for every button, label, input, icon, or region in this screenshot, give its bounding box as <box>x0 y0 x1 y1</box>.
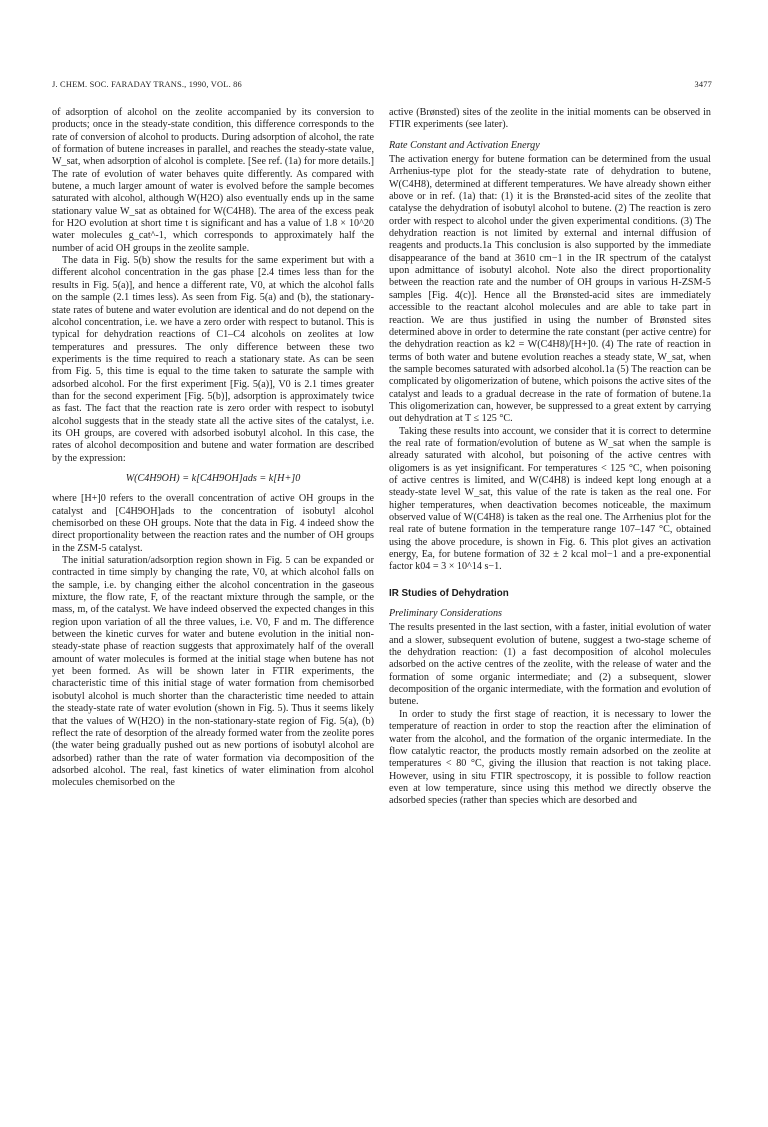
subsection-heading: Preliminary Considerations <box>389 608 502 620</box>
paragraph: Taking these results into account, we consider that it is correct to determine the real rate of formation/evolution of butene as W_sat when the sample is already saturated with alcohol, but poisoning of the active centres with oligomers is as yet insignificant. For temperatures < 125 °C, when poisoning of active centres is limited, and W(C4H8) is indeed kept long enough at a steady-state level W_sat, this value of the rate is taken as the real one. For higher temperatures, when deactivation becomes noticeable, the maximum observed value of W(C4H8) is taken as the real one. The Arrhenius plot for the real rate of butene formation in the temperature range 107–147 °C, obtained using the above procedure, is shown in Fig. 6. This plot gives an activation energy, Ea, for butene formation of 32 ± 2 kcal mol−1 and a pre-exponential factor k04 = 3 × 10^14 s−1. <box>389 425 711 573</box>
download-watermark <box>12 380 22 680</box>
page-number: 3477 <box>694 80 712 89</box>
subsection-heading: Rate Constant and Activation Energy <box>389 139 540 151</box>
paragraph: The activation energy for butene formation can be determined from the usual Arrhenius-type plot for the steady-state rate of dehydration to butene, W(C4H8), determined at different temperatures. We have already shown either above or in ref. (1a) that: (1) it is the Brønsted-acid sites of the zeolite that catalyse the dehydration of isobutyl alcohol to butene. (2) The reaction is zero order with respect to alcohol under the given experimental conditions. (3) The dehydration reaction is not limited by external and internal diffusion of reagents and products.1a This conclusion is also supported by the immediate disappearance of the band at 3610 cm−1 in the IR spectrum of the catalyst upon admittance of isobutyl alcohol. Note also the direct proportionality between the reaction rate and the number of OH groups in various H-ZSM-5 samples [Fig. 4(c)]. Hence all the Brønsted-acid sites are immediately accessible to the reactant alcohol molecules and are able to take part in reaction. We are thus justified in using the number of Brønsted sites determined above in order to determine the rate constant (per active centre) for the dehydration reaction as k2 = W(C4H8)/[H+]0. (4) The rate of reaction in terms of both water and butene evolution reaches a steady state, W_sat, when the sample becomes saturated with adsorbed alcohol.1a (5) The reaction can be complicated by oligomerization of butene, which poisons the active sites of the catalyst and leads to a gradual decrease in the rate of formation of butene.1a This oligomerization can, however, be suppressed to a great extent by carrying out dehydration at T ≤ 125 °C. <box>389 154 711 425</box>
journal-citation: J. CHEM. SOC. FARADAY TRANS., 1990, VOL. 86 <box>52 80 242 89</box>
paragraph: The data in Fig. 5(b) show the results for the same experiment but with a different alcohol concentration in the gas phase [2.4 times less than for the results in Fig. 5(a)], and hence a different rate, V0, at which the alcohol falls on the sample (2.1 times less). As seen from Fig. 5(a) and (b), the stationary-state rates of butene and water evolution are identical and do not depend on the alcohol concentration, i.e. we have a zero order with respect to butanol. This is typical for dehydration reactions of C1–C4 alcohols on zeolites at low temperatures and pressures. The only difference between these two experiments is the time required to reach a stationary state. As can be seen from Fig. 5, this time is equal to the time taken to saturate the sample with adsorbed alcohol. For the first experiment [Fig. 5(a)], V0 is 2.1 times greater than for the second experiment [Fig. 5(b)], adsorption is approximately twice as fast. The fact that the reaction rate is zero order with respect to isobutyl alcohol suggests that in the steady state all the active sites of the catalyst, i.e. its OH groups, are covered with adsorbed isobutyl alcohol. In this case, the rates of alcohol decomposition and butene and water formation are described by the expression: <box>52 255 374 464</box>
paragraph: of adsorption of alcohol on the zeolite accompanied by its conversion to products; once in the steady-state condition, this difference corresponds to the rate of conversion of alcohol to products. During adsorption of alcohol, the rate of formation of butene increases in parallel, and reaches the steady-state value, W_sat, when adsorption of alcohol is complete. [See ref. (1a) for more details.] The rate of evolution of water behaves quite differently. As compared with butene, a much larger amount of water is evolved before the sample becomes saturated with alcohol, although W(H2O) also eventually ends up in the same stationary value W_sat as obtained for W(C4H8). The area of the excess peak for H2O evolution at short time t is significant and has a value of 1.8 × 10^20 water molecules g_cat^-1, which corresponds to approximately half the number of acid OH groups in the zeolite sample. <box>52 107 374 254</box>
section-heading: IR Studies of Dehydration <box>389 587 509 599</box>
paragraph: In order to study the first stage of reaction, it is necessary to lower the temperature of reaction in order to stop the reaction after the elimination of water from the alcohol, and the formation of the organic intermediate. In the flow catalytic reactor, the products mostly remain adsorbed on the zeolite at temperatures < 80 °C, giving the illusion that reaction is not taking place. However, using in situ FTIR spectroscopy, it is possible to follow reaction even at low temperature, since using this method we directly observe the adsorbed species (rather than species which are desorbed and <box>389 708 711 807</box>
rate-equation: W(C4H9OH) = k[C4H9OH]ads = k[H+]0 <box>125 472 301 484</box>
running-head <box>52 80 712 92</box>
right-column <box>389 107 711 808</box>
paragraph: active (Brønsted) sites of the zeolite in the initial moments can be observed in FTIR experiments (see later). <box>389 107 711 131</box>
paragraph: where [H+]0 refers to the overall concentration of active OH groups in the catalyst and [C4H9OH]ads to the concentration of isobutyl alcohol chemisorbed on these OH groups. Note that the data in Fig. 4 indeed show the direct proportionality between the reaction rates and the number of OH groups in the ZSM-5 catalyst. <box>52 493 374 554</box>
paragraph: The initial saturation/adsorption region shown in Fig. 5 can be expanded or contracted in time simply by changing the rate, V0, at which alcohol falls on the sample, i.e. by changing either the alcohol concentration in the gaseous mixture, the flow rate, F, of the reactant mixture through the sample, or the mass, m, of the catalyst. We have indeed observed the expected changes in this region upon variation of all the three values, i.e. V0, F and m. The difference between the kinetic curves for water and butene evolution in the initial non-steady-state phase of reaction suggests that approximately half of the overall amount of water molecules is formed at the initial stage when butene has not yet been formed. As will be shown later in FTIR experiments, the characteristic time of this initial stage of water formation from chemisorbed isobutyl alcohol is much shorter than the characteristic time needed to attain the steady-state rate of water evolution (shown in Fig. 5). Thus it seems likely that the values of W(H2O) in the non-stationary-state region of Fig. 5(a), (b) reflect the rate of desorption of the already formed water from the zeolite pores (the water being gradually pushed out as new portions of isobutyl alcohol are adsorbed) rather than the rate of water formation via decomposition of the adsorbed alcohol. The real, fast kinetics of water elimination from alcohol molecules chemisorbed on the <box>52 555 374 789</box>
left-column <box>52 107 374 790</box>
paragraph: The results presented in the last section, with a faster, initial evolution of water and a slower, subsequent evolution of butene, suggest a two-stage scheme of the dehydration reaction: (1) a fast decomposition of alcohol molecules adsorbed on the active centres of the zeolite, with the release of water and the formation of some organic intermediate; and (2) a subsequent, slower decomposition of the organic intermediate, with the formation and evolution of butene. <box>389 622 711 708</box>
